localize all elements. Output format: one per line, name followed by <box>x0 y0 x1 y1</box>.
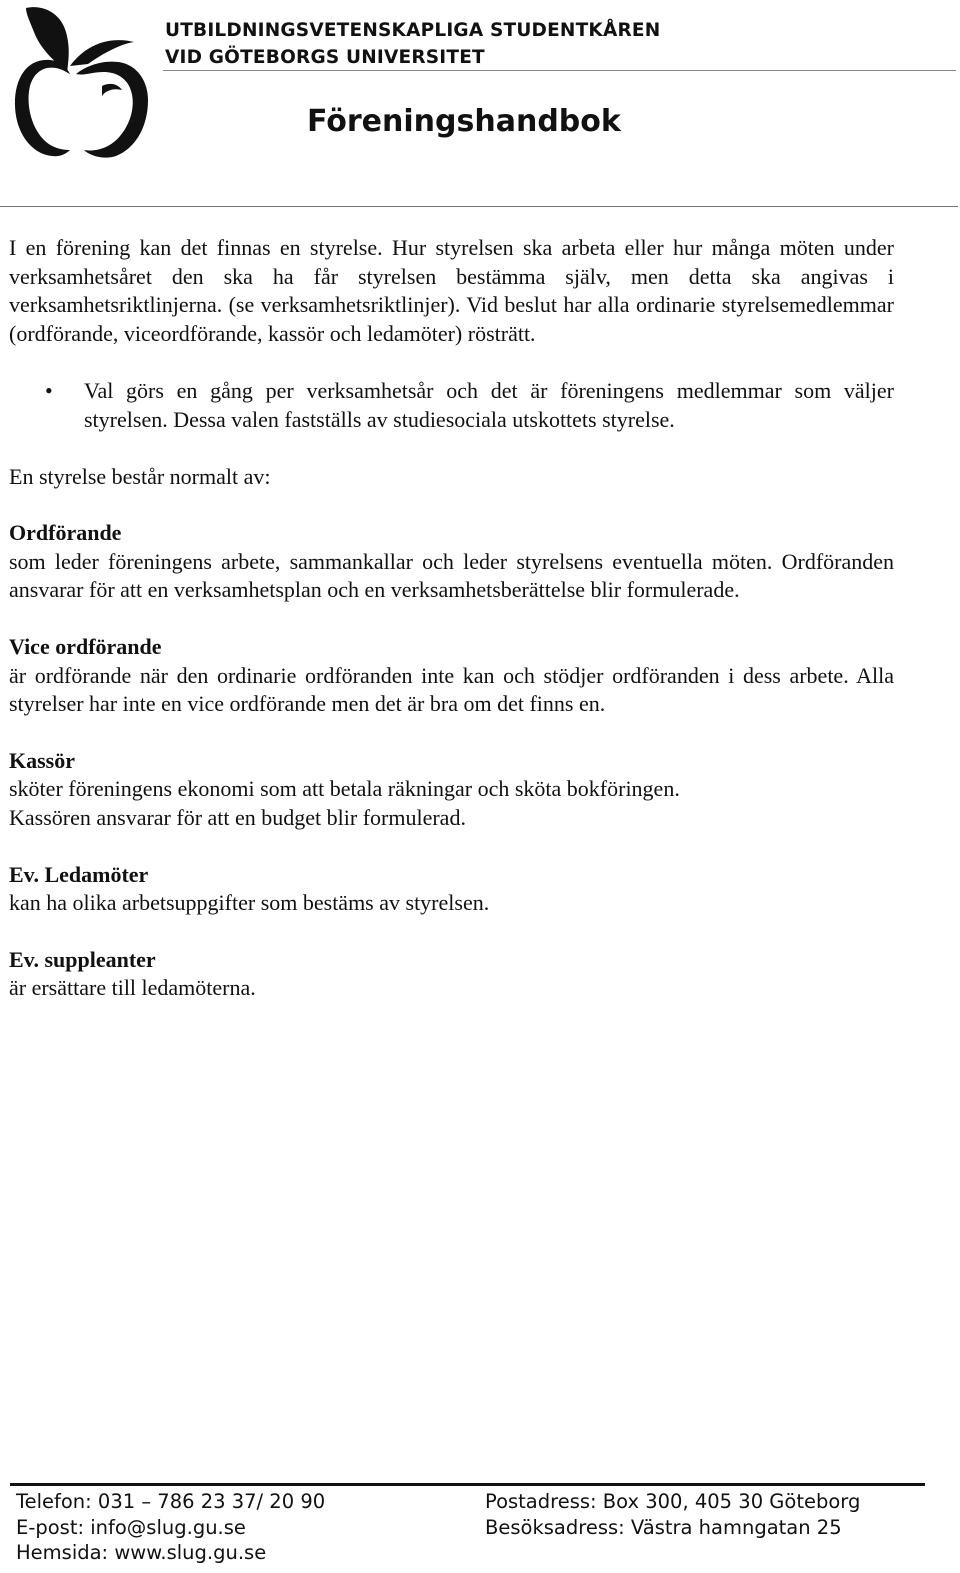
apple-logo-icon <box>6 2 151 160</box>
organization-name-line1: UTBILDNINGSVETENSKAPLIGA STUDENTKÅREN <box>165 20 661 41</box>
role-treasurer <box>9 747 894 833</box>
role-description: som leder föreningens arbete, sammankallar och leder styrelsens eventuella möten. Ordföranden ansvarar för att en verksamhetsplan och en verksamhetsberättelse blir formulerade. <box>9 548 894 603</box>
document-title: Föreningshandbok <box>307 104 621 139</box>
role-title: Kassör <box>9 747 75 773</box>
board-composition-lead: En styrelse består normalt av: <box>9 463 271 489</box>
bullet-text: Val görs en gång per verksamhetsår och det är föreningens medlemmar som väljer styrelsen. Dessa valen fastställs av studiesociala utskottets styrelse. <box>84 378 894 432</box>
header-divider <box>163 70 956 71</box>
bullet-item <box>9 377 894 434</box>
footer-postal-address: Postadress: Box 300, 405 30 Göteborg <box>485 1490 861 1513</box>
intro-paragraph: I en förening kan det finnas en styrelse. Hur styrelsen ska arbeta eller hur många möten under verksamhetsåret den ska ha får styrelsen bestämma själv, men detta ska angivas i verksamhetsriktlinjerna. (se verksamhetsriktlinjer). Vid beslut har alla ordinarie styrelsemedlemmar (ordförande, viceordförande, kassör och ledamöter) rösträtt. <box>9 235 894 346</box>
role-title: Ev. Ledamöter <box>9 861 149 887</box>
role-description: sköter föreningens ekonomi som att betala räkningar och sköta bokföringen. <box>9 776 680 802</box>
role-description: är ersättare till ledamöterna. <box>9 975 256 1001</box>
role-title: Vice ordförande <box>9 633 162 659</box>
footer-contact <box>16 1489 325 1566</box>
footer-phone: Telefon: 031 – 786 23 37/ 20 90 <box>16 1490 326 1513</box>
role-title: Ordförande <box>9 520 122 546</box>
role-title: Ev. suppleanter <box>9 946 156 972</box>
role-description: kan ha olika arbetsuppgifter som bestäms av styrelsen. <box>9 890 490 916</box>
bullet-point-icon: • <box>45 378 53 404</box>
footer-divider <box>10 1483 925 1486</box>
document-body <box>9 234 894 1031</box>
footer-visiting-address: Besöksadress: Västra hamngatan 25 <box>485 1515 842 1539</box>
role-vice-chair <box>9 633 894 719</box>
content-divider <box>0 206 958 207</box>
role-description: är ordförande när den ordinarie ordföranden inte kan och stödjer ordföranden i dess arbete. Alla styrelser har inte en vice ordförande men det är bra om det finns en. <box>9 662 894 717</box>
role-members <box>9 861 894 918</box>
footer-address <box>485 1489 860 1540</box>
footer-website: Hemsida: www.slug.gu.se <box>16 1541 267 1564</box>
role-description: Kassören ansvarar för att en budget blir formulerad. <box>9 804 466 830</box>
organization-name-line2: VID GÖTEBORGS UNIVERSITET <box>165 47 485 68</box>
footer-email: E-post: info@slug.gu.se <box>16 1515 246 1539</box>
role-chair <box>9 519 894 605</box>
role-deputies <box>9 946 894 1003</box>
